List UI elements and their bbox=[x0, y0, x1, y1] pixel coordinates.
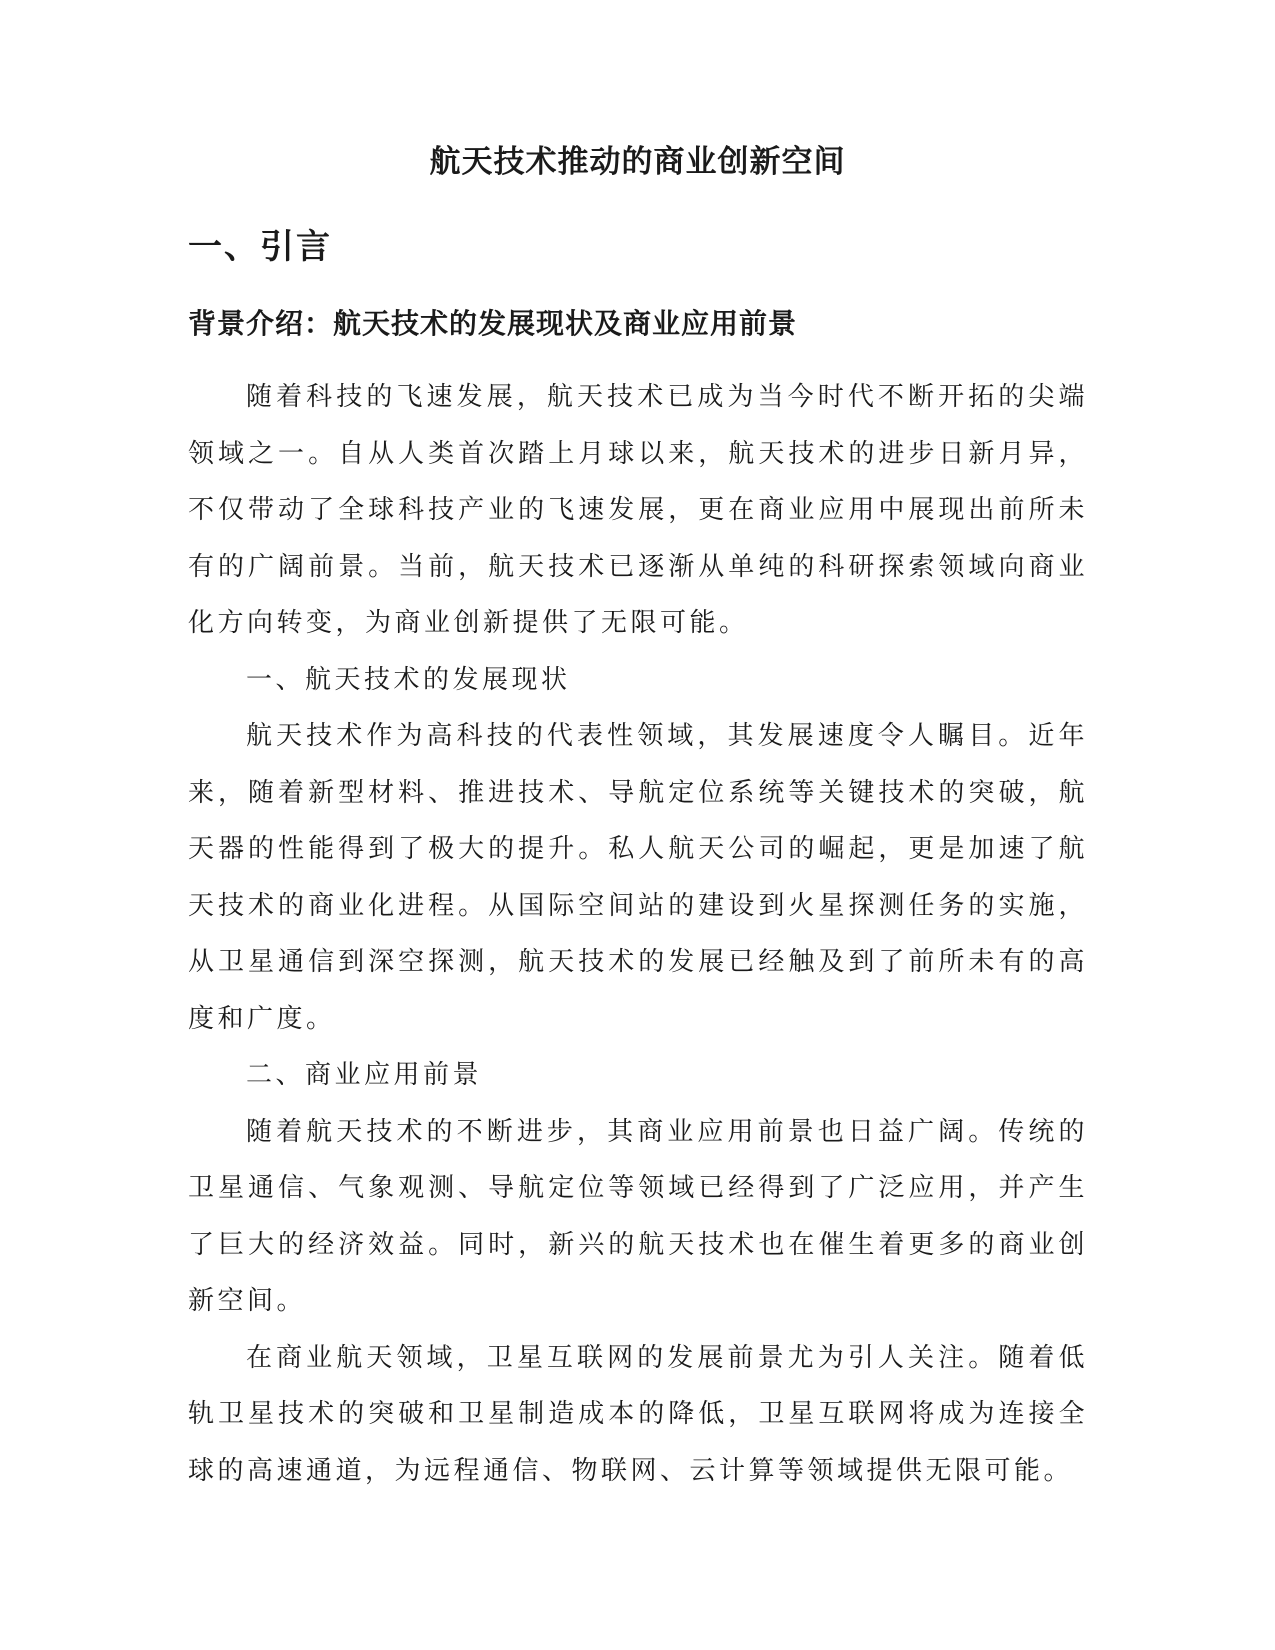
paragraph-subtitle-status: 一、航天技术的发展现状 bbox=[246, 664, 571, 695]
paragraph-intro: 随着科技的飞速发展，航天技术已成为当今时代不断开拓的尖端领域之一。自从人类首次踏上月球以来，航天技术的进步日新月异，不仅带动了全球科技产业的飞速发展，更在商业应用中展现出前所未有的广阔前景。当前，航天技术已逐渐从单纯的科研探索领域向商业化方向转变，为商业创新提供了无限可能。 bbox=[188, 382, 1088, 638]
paragraph-prospects: 随着航天技术的不断进步，其商业应用前景也日益广阔。传统的卫星通信、气象观测、导航定位等领域已经得到了广泛应用，并产生了巨大的经济效益。同时，新兴的航天技术也在催生着更多的商业创新空间。 bbox=[188, 1116, 1088, 1316]
document-title: 航天技术推动的商业创新空间 bbox=[429, 144, 846, 180]
paragraph-status: 航天技术作为高科技的代表性领域，其发展速度令人瞩目。近年来，随着新型材料、推进技术、导航定位系统等关键技术的突破，航天器的性能得到了极大的提升。私人航天公司的崛起，更是加速了航天技术的商业化进程。从国际空间站的建设到火星探测任务的实施，从卫星通信到深空探测，航天技术的发展已经触及到了前所未有的高度和广度。 bbox=[188, 721, 1088, 1034]
paragraph-satellite-internet: 在商业航天领域，卫星互联网的发展前景尤为引人关注。随着低轨卫星技术的突破和卫星制造成本的降低，卫星互联网将成为连接全球的高速通道，为远程通信、物联网、云计算等领域提供无限可能。 bbox=[188, 1342, 1088, 1486]
section-heading: 一、引言 bbox=[188, 227, 332, 267]
body-text bbox=[188, 369, 1088, 1499]
paragraph-subtitle-prospects: 二、商业应用前景 bbox=[246, 1060, 483, 1090]
subheading: 背景介绍：航天技术的发展现状及商业应用前景 bbox=[188, 307, 798, 340]
